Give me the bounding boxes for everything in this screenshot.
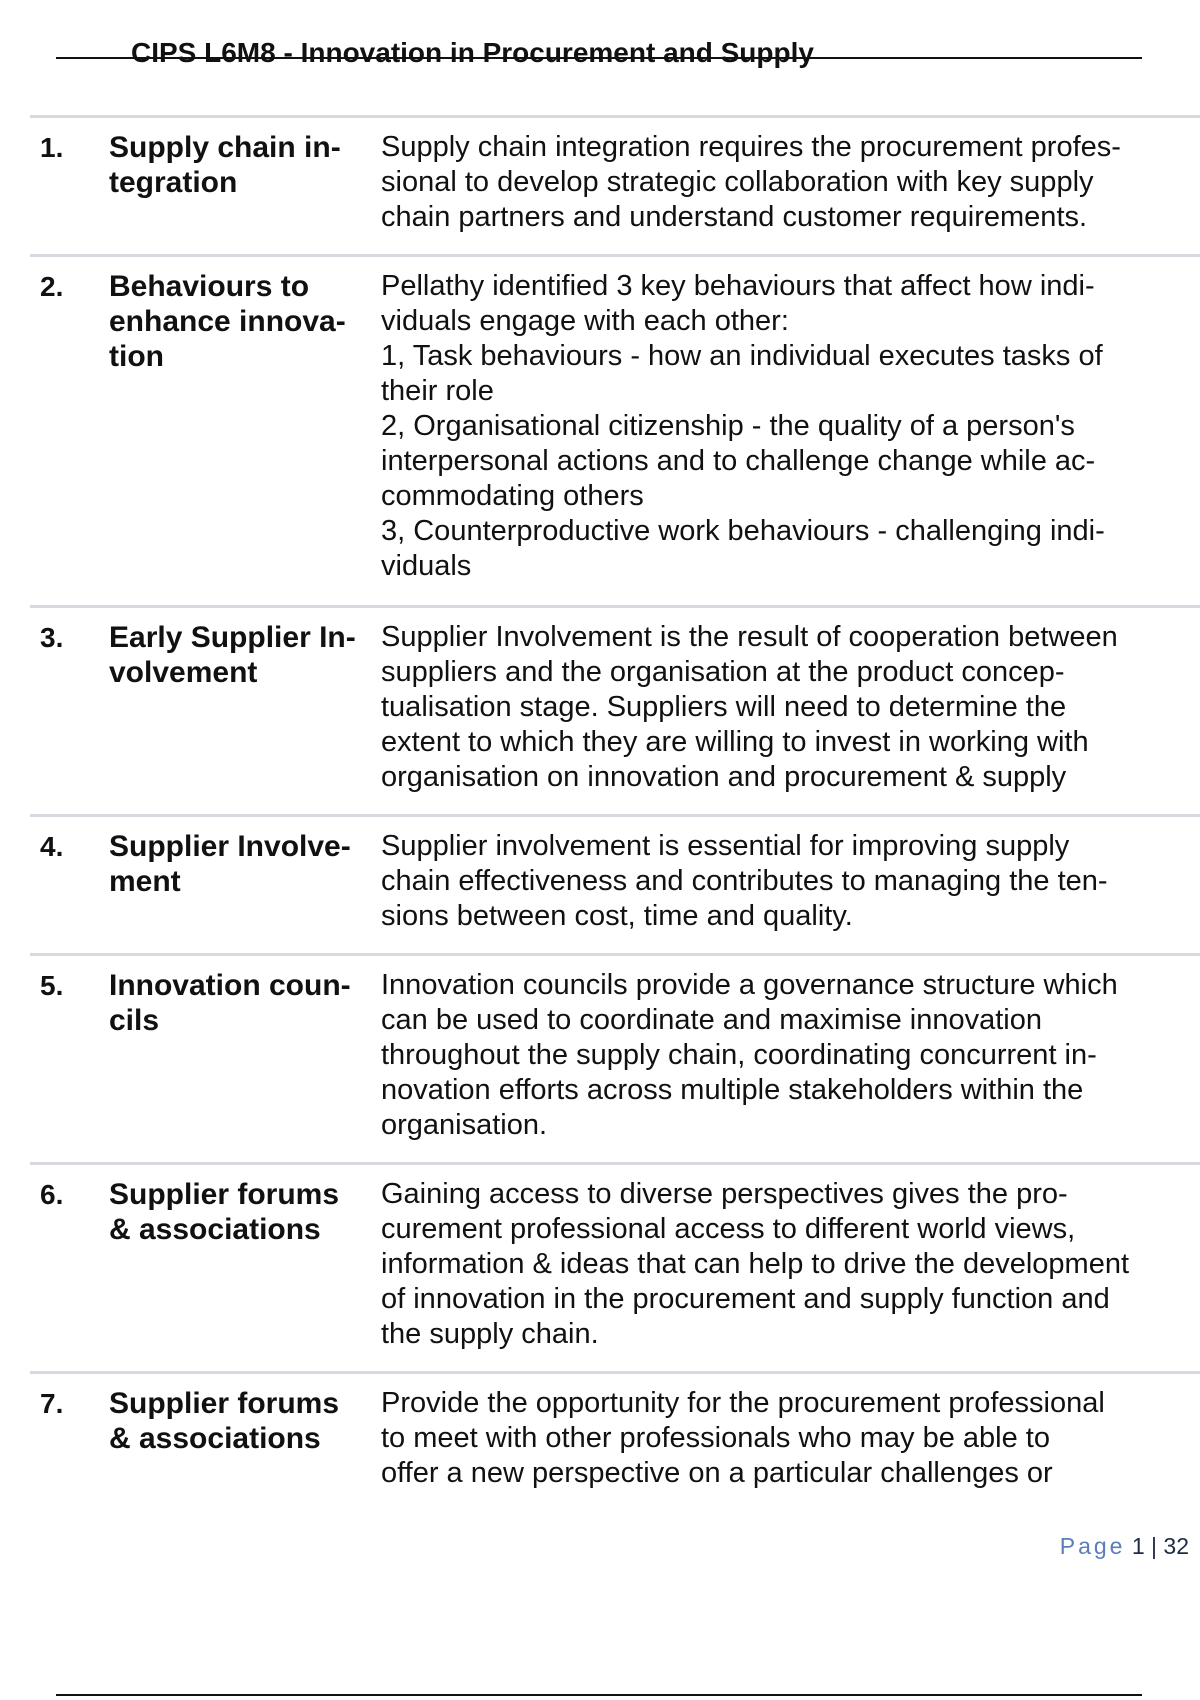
row-definition: Supplier Involvement is the result of cooperation between suppliers and the organisation at the product concep- tualisation stage. Suppliers will need to determine the extent to which they are willing to invest in working with organisation on innovation and procurement & supply — [381, 621, 1118, 793]
flashcard-row — [30, 254, 1200, 607]
row-term: Early Supplier In- volvement — [109, 621, 356, 689]
page-number-footer — [1060, 1532, 1189, 1560]
row-number: 2. — [40, 271, 64, 302]
row-term: Supplier forums & associations — [109, 1178, 340, 1246]
page-total: 32 — [1163, 1533, 1189, 1559]
flashcard-row — [30, 1371, 1200, 1495]
page-number: 1 — [1131, 1533, 1145, 1559]
flashcard-row — [30, 1162, 1200, 1372]
row-definition: Gaining access to diverse perspectives gives the pro- curement professional access to different world views, information & ideas that can help to drive the development of innovation in the procurement and supply function and the supply chain. — [381, 1178, 1130, 1350]
footer-rule — [56, 1694, 1142, 1696]
row-number: 4. — [40, 831, 64, 862]
row-term: Behaviours to enhance innova- tion — [109, 270, 346, 373]
row-term: Supply chain in- tegration — [109, 131, 341, 199]
page-label: Page — [1059, 1533, 1126, 1559]
row-number: 5. — [40, 970, 64, 1001]
row-term: Innovation coun- cils — [109, 969, 351, 1037]
row-definition: Pellathy identified 3 key behaviours that affect how indi- viduals engage with each other: 1, Task behaviours - how an individual executes tasks of their role 2, Organisational citizenship - the quality of a person's interpersonal actions and to challenge change while ac- commodating others 3, Counterproductive work behaviours - challenging indi- viduals — [381, 270, 1105, 582]
flashcard-row — [30, 953, 1200, 1163]
flashcard-row — [30, 814, 1200, 955]
flashcard-row — [30, 605, 1200, 815]
row-number: 3. — [40, 622, 64, 653]
row-definition: Supplier involvement is essential for improving supply chain effectiveness and contributes to managing the ten- sions between cost, time and quality. — [381, 830, 1108, 932]
flashcard-row — [30, 115, 1200, 255]
row-definition: Supply chain integration requires the procurement profes- sional to develop strategic collaboration with key supply chain partners and understand customer requirements. — [381, 131, 1121, 233]
page-separator: | — [1151, 1533, 1158, 1559]
row-definition: Provide the opportunity for the procurement professional to meet with other professionals who may be able to offer a new perspective on a particular challenges or — [381, 1387, 1105, 1489]
flashcard-list — [30, 115, 1200, 1495]
row-term: Supplier forums & associations — [109, 1387, 340, 1455]
row-number: 7. — [40, 1388, 64, 1419]
row-number: 6. — [40, 1179, 64, 1210]
row-number: 1. — [40, 132, 64, 163]
row-definition: Innovation councils provide a governance structure which can be used to coordinate and maximise innovation throughout the supply chain, coordinating concurrent in- novation efforts across multiple stakeholders within the organisation. — [381, 969, 1118, 1141]
document-title: CIPS L6M8 - Innovation in Procurement and Supply — [131, 37, 814, 68]
row-term: Supplier Involve- ment — [109, 830, 351, 898]
page-header — [56, 36, 1142, 70]
